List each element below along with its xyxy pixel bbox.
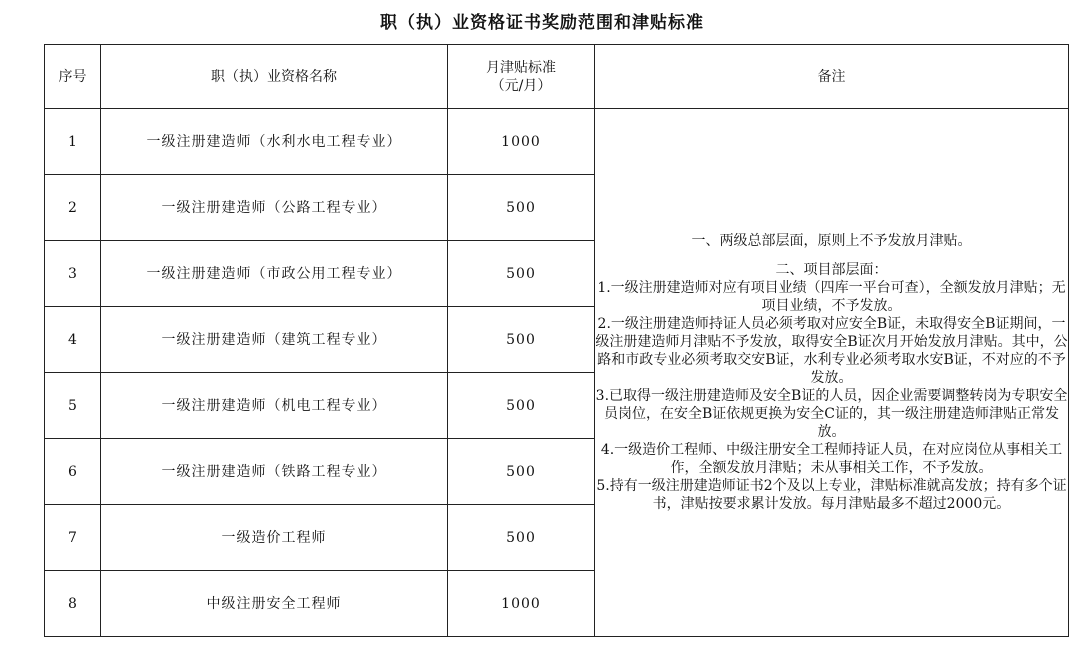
row-amount: 500 (448, 307, 595, 373)
table-body (45, 109, 1069, 637)
row-amount: 500 (448, 373, 595, 439)
row-no: 3 (45, 241, 101, 307)
row-no: 8 (45, 571, 101, 637)
header-name: 职（执）业资格名称 (101, 45, 448, 109)
note-part-one: 一、两级总部层面，原则上不予发放月津贴。 (691, 233, 972, 249)
header-amount (448, 45, 595, 109)
row-no: 6 (45, 439, 101, 505)
row-amount: 500 (448, 175, 595, 241)
row-no: 5 (45, 373, 101, 439)
row-name: 一级注册建造师（铁路工程专业） (101, 439, 448, 505)
note-item-5: 5.持有一级注册建造师证书2个及以上专业，津贴标准就高发放；持有多个证书，津贴按要求累计发放。每月津贴最多不超过2000元。 (596, 478, 1067, 512)
row-no: 4 (45, 307, 101, 373)
row-amount: 500 (448, 241, 595, 307)
row-name: 一级注册建造师（建筑工程专业） (101, 307, 448, 373)
header-no: 序号 (45, 45, 101, 109)
header-note: 备注 (595, 45, 1069, 109)
note-spacer (595, 250, 1068, 261)
note-item-3: 3.已取得一级注册建造师及安全B证的人员，因企业需要调整转岗为专职安全员岗位，在安全B证依规更换为安全C证的，其一级注册建造师津贴正常发放。 (595, 388, 1068, 440)
row-no: 2 (45, 175, 101, 241)
table-header (45, 45, 1069, 109)
note-part-two-heading: 二、项目部层面： (775, 262, 888, 278)
note-item-2: 2.一级注册建造师持证人员必须考取对应安全B证，未取得安全B证期间，一级注册建造师月津贴不予发放，取得安全B证次月开始发放月津贴。其中，公路和市政专业必须考取交安B证，水利专业必须考取水安B证，不对应的不予发放。 (595, 316, 1068, 386)
header-amount-line1: 月津贴标准 (486, 59, 556, 76)
row-name: 一级注册建造师（市政公用工程专业） (101, 241, 448, 307)
header-amount-line2: （元/月） (490, 77, 552, 94)
notes-cell (595, 109, 1069, 637)
row-name: 一级注册建造师（水利水电工程专业） (101, 109, 448, 175)
row-no: 7 (45, 505, 101, 571)
header-row (45, 45, 1069, 109)
note-item-1: 1.一级注册建造师对应有项目业绩（四库一平台可查），全额发放月津贴；无项目业绩，不予发放。 (597, 280, 1066, 314)
note-item-4: 4.一级造价工程师、中级注册安全工程师持证人员，在对应岗位从事相关工作，全额发放月津贴；未从事相关工作，不予发放。 (600, 442, 1063, 476)
document-title: 职（执）业资格证书奖励范围和津贴标准 (380, 13, 704, 33)
row-name: 一级注册建造师（公路工程专业） (101, 175, 448, 241)
row-amount: 500 (448, 505, 595, 571)
row-name: 一级造价工程师 (101, 505, 448, 571)
row-amount: 1000 (448, 571, 595, 637)
allowance-table (44, 44, 1069, 637)
row-no: 1 (45, 109, 101, 175)
table-row (45, 109, 1069, 175)
row-name: 一级注册建造师（机电工程专业） (101, 373, 448, 439)
row-amount: 1000 (448, 109, 595, 175)
row-amount: 500 (448, 439, 595, 505)
row-name: 中级注册安全工程师 (101, 571, 448, 637)
